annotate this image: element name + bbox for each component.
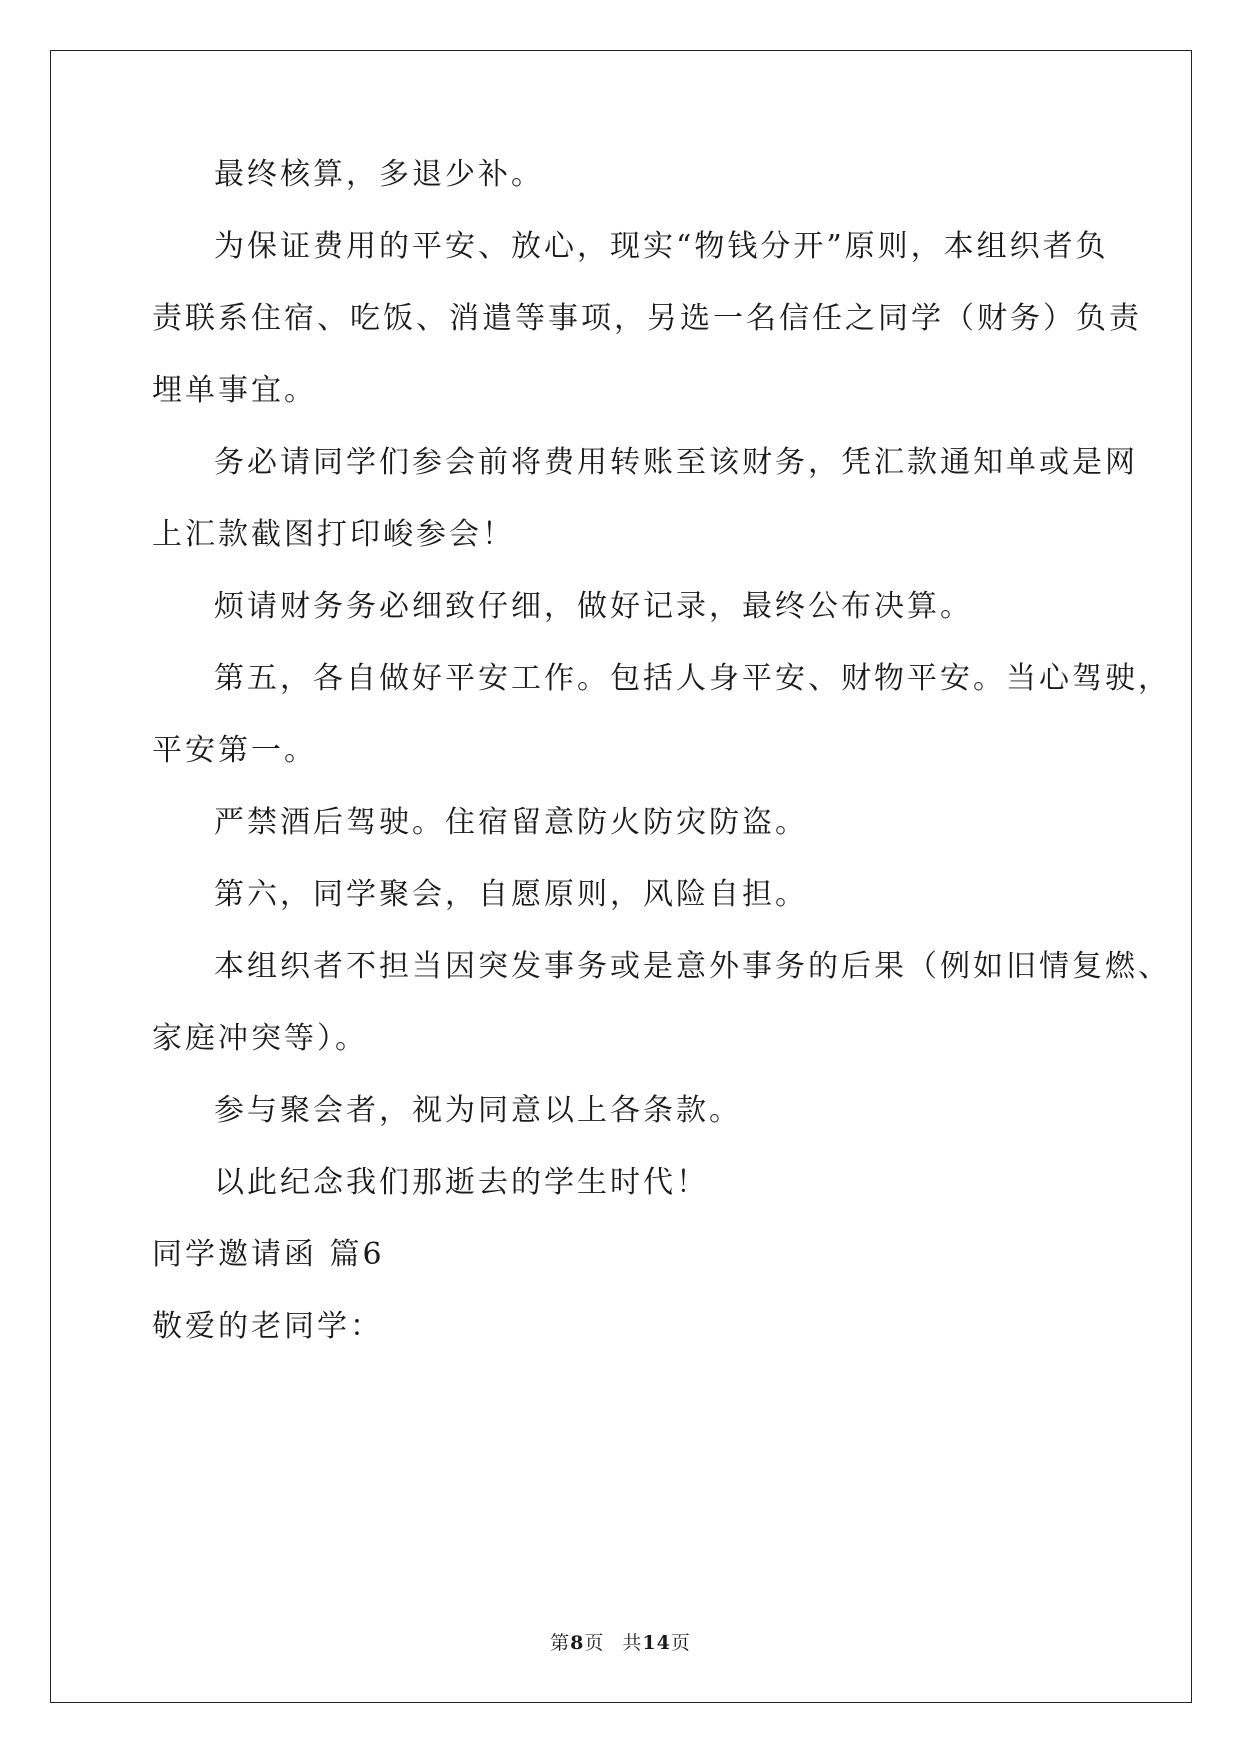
paragraph-line: 最终核算，多退少补。 [214,157,544,192]
paragraph-line: 第五，各自做好平安工作。包括人身平安、财物平安。当心驾驶， [214,661,1171,696]
paragraph-line: 埋单事宜。 [152,373,317,408]
paragraph-line: 以此纪念我们那逝去的学生时代！ [214,1165,709,1200]
footer-page-suffix: 页 [584,1632,605,1654]
section-heading: 同学邀请函 篇6 [152,1237,385,1272]
salutation: 敬爱的老同学： [152,1309,383,1344]
footer-total-prefix: 共 [622,1632,643,1654]
paragraph-line: 家庭冲突等）。 [152,1021,368,1056]
paragraph-line: 为保证费用的平安、放心，现实“物钱分开”原则，本组织者负 [214,229,1109,264]
paragraph-line: 务必请同学们参会前将费用转账至该财务，凭汇款通知单或是网 [214,445,1138,480]
paragraph-line: 上汇款截图打印峻参会！ [152,517,515,552]
paragraph-line: 烦请财务务必细致仔细，做好记录，最终公布决算。 [214,589,973,624]
footer-total-suffix: 页 [670,1632,691,1654]
paragraph-line: 第六，同学聚会，自愿原则，风险自担。 [214,877,808,912]
paragraph-line: 参与聚会者，视为同意以上各条款。 [214,1093,742,1128]
footer-page-prefix: 第 [550,1632,571,1654]
footer-total-pages: 14 [642,1632,671,1654]
page-footer [0,1628,1241,1655]
paragraph-line: 责联系住宿、吃饭、消遣等事项，另选一名信任之同学（财务）负责 [152,301,1142,336]
paragraph-line: 本组织者不担当因突发事务或是意外事务的后果（例如旧情复燃、 [214,949,1171,984]
paragraph-line: 严禁酒后驾驶。住宿留意防火防灾防盗。 [214,805,808,840]
footer-page-number: 8 [570,1632,585,1654]
paragraph-line: 平安第一。 [152,733,317,768]
